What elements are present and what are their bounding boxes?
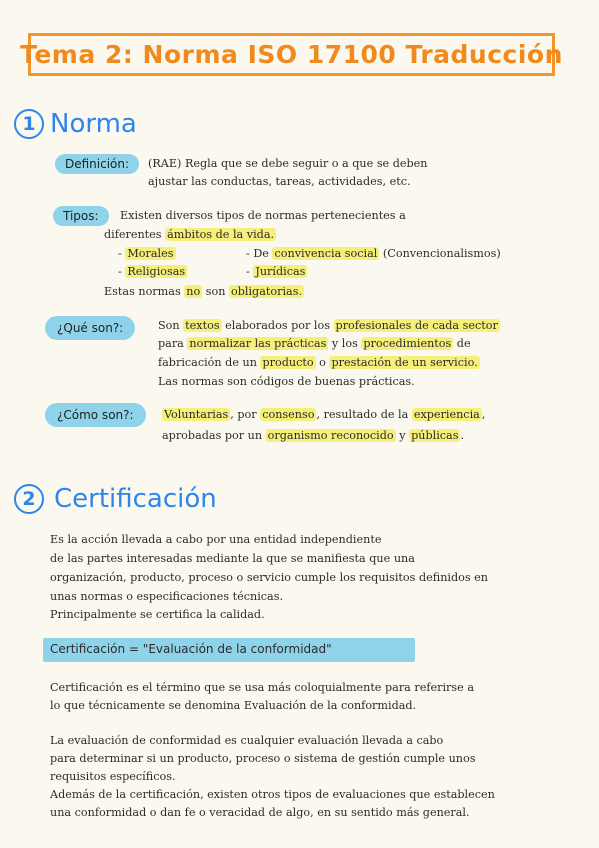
certificacion-equation: Certificación = "Evaluación de la conformidad" xyxy=(50,642,332,656)
title-box xyxy=(20,33,563,76)
evaluacion-paragraph-line: una conformidad o dan fe o veracidad de algo, en su sentido más general. xyxy=(50,806,470,819)
certificacion-paragraph-line: de las partes interesadas mediante la que se manifiesta que una xyxy=(50,552,415,565)
que-son-line: fabricación de un producto o prestación de un servicio. xyxy=(158,356,478,369)
tipo-item-morales: - Morales xyxy=(118,247,174,260)
section-2-heading: Certificación xyxy=(54,484,217,514)
evaluacion-paragraph-line: Además de la certificación, existen otros tipos de evaluaciones que establecen xyxy=(50,788,495,801)
section-1-number: 1 xyxy=(14,109,44,139)
page-title: Tema 2: Norma ISO 17100 Traducción xyxy=(20,40,563,69)
certificacion-paragraph-line: unas normas o especificaciones técnicas. xyxy=(50,590,284,603)
section-1-heading: Norma xyxy=(50,109,137,139)
certificacion-term-line: lo que técnicamente se denomina Evaluación de la conformidad. xyxy=(50,699,417,712)
tipos-line: diferentes ámbitos de la vida. xyxy=(104,228,275,241)
tipo-item-juridicas: - Jurídicas xyxy=(246,265,306,278)
que-son-line: Son textos elaborados por los profesionales de cada sector xyxy=(158,319,498,332)
certificacion-paragraph-line: organización, producto, proceso o servicio cumple los requisitos definidos en xyxy=(50,571,488,584)
que-son-line: para normalizar las prácticas y los procedimientos de xyxy=(158,337,471,350)
certificacion-paragraph-line: Principalmente se certifica la calidad. xyxy=(50,608,265,621)
evaluacion-paragraph-line: La evaluación de conformidad es cualquier evaluación llevada a cabo xyxy=(50,734,444,747)
que-son-line: Las normas son códigos de buenas prácticas. xyxy=(158,375,415,388)
tipos-label: Tipos: xyxy=(53,206,109,226)
certificacion-term-line: Certificación es el término que se usa más coloquialmente para referirse a xyxy=(50,681,474,694)
tipos-line: Estas normas no son obligatorias. xyxy=(104,285,303,298)
definicion-line: ajustar las conductas, tareas, actividades, etc. xyxy=(148,175,411,188)
tipos-line: Existen diversos tipos de normas pertenecientes a xyxy=(120,209,406,222)
evaluacion-paragraph-line: para determinar si un producto, proceso o sistema de gestión cumple unos xyxy=(50,752,476,765)
section-1-header xyxy=(14,109,137,139)
certificacion-paragraph-line: Es la acción llevada a cabo por una entidad independiente xyxy=(50,533,382,546)
tipo-item-convivencia: - De convivencia social (Convencionalismos) xyxy=(246,247,501,260)
como-son-line: aprobadas por un organismo reconocido y públicas . xyxy=(162,429,465,442)
definicion-label: Definición: xyxy=(55,154,139,174)
section-2-number: 2 xyxy=(14,484,44,514)
como-son-label: ¿Cómo son?: xyxy=(45,403,146,427)
definicion-line: (RAE) Regla que se debe seguir o a que se deben xyxy=(148,157,428,170)
section-2-header xyxy=(14,484,217,514)
evaluacion-paragraph-line: requisitos específicos. xyxy=(50,770,176,783)
que-son-label: ¿Qué son?: xyxy=(45,316,135,340)
tipo-item-religiosas: - Religiosas xyxy=(118,265,186,278)
como-son-line: Voluntarias , por consenso , resultado de la experiencia , xyxy=(164,408,486,421)
